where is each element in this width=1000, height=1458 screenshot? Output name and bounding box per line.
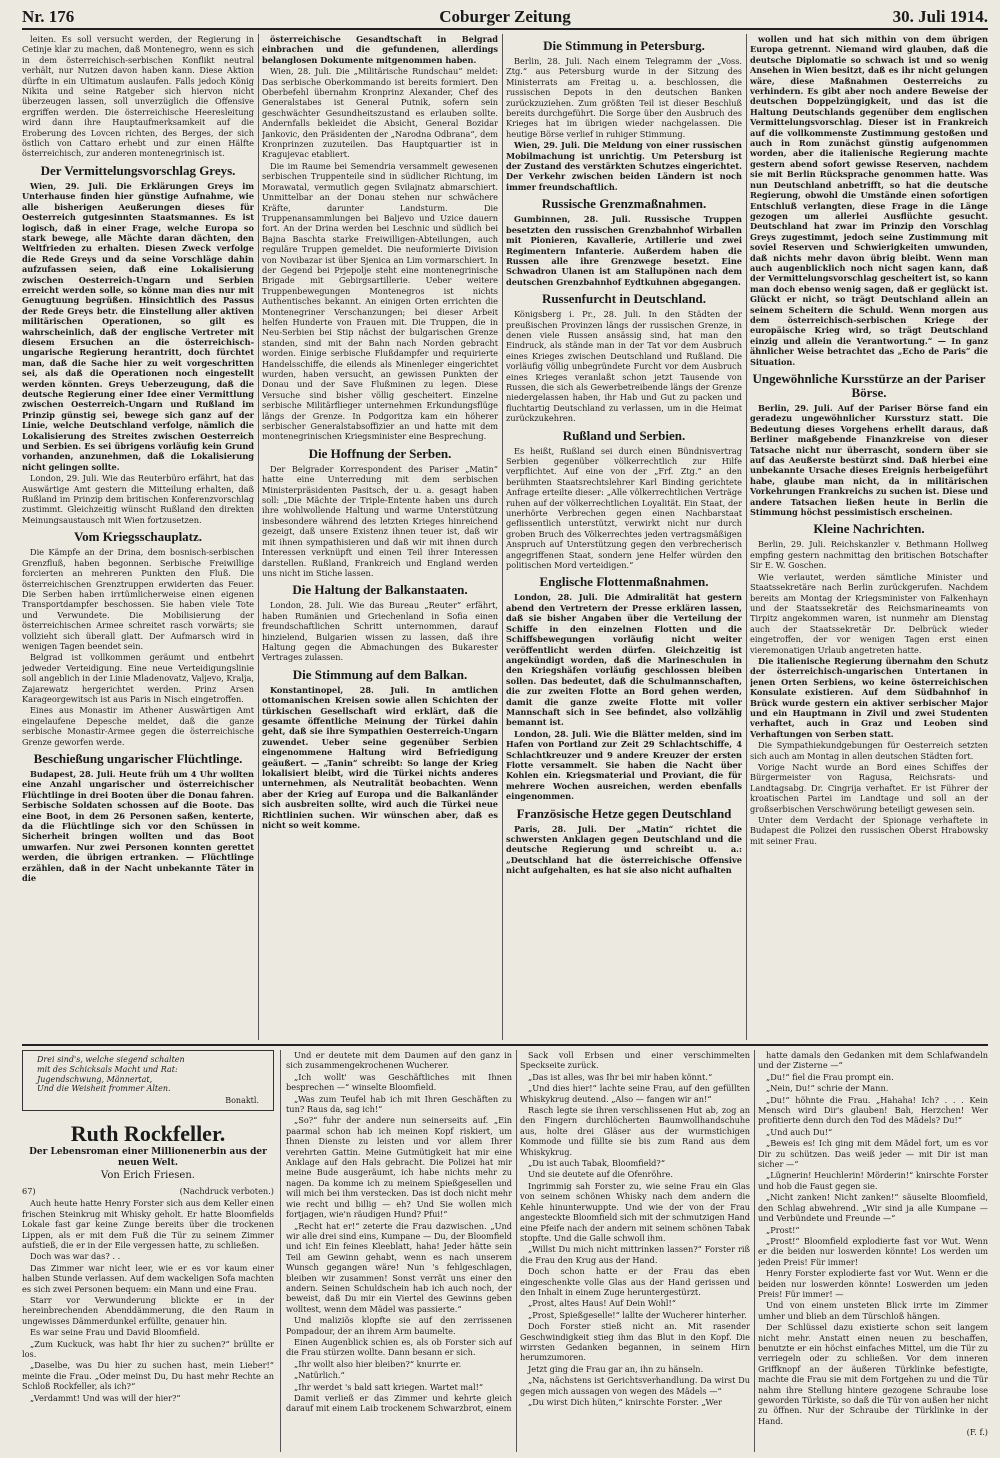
serial-paragraph: „Daselbe, was Du hier zu suchen hast, mein Lieber!“ meinte die Frau. „Oder meinst Du, Du hast mehr Rechte an Schloß Rockfeller, als ich?“ <box>22 1360 274 1392</box>
poem-line: mit des Schicksals Macht und Rat: <box>37 1064 178 1074</box>
paper-title: Coburger Zeitung <box>439 7 571 26</box>
serial-title: Ruth Rockfeller. <box>70 1120 226 1146</box>
news-column-3 <box>506 34 742 1040</box>
headline: Kleine Nachrichten. <box>813 521 925 537</box>
paragraph: Der Belgrader Korrespondent des Pariser „Matin“ hatte eine Unterredung mit dem serbischen Ministerpräsidenten Pasitsch, der u. a. gesagt haben soll: „Die Mächte der Triple-Entente haben uns durch ihre wohlwollende Haltung und warme Unterstützung insbesondere während des letzten Krieges hinreichend gezeigt, daß unsere Existenz ihnen teuer ist, daß wir mit ihnen sympathisieren und daß wir mit ihnen durch Interessen verknüpft und einen Teil ihrer Interessen darstellen. Rußland, Frankreich und England werden uns nicht im Stiche lassen. <box>262 463 498 578</box>
serial-paragraph: Und er deutete mit dem Daumen auf den ganz in sich zusammengekrochenen Wucherer. <box>286 1050 512 1071</box>
serial-number: 67) <box>22 1185 36 1196</box>
serial-author: Von Erich Friesen. <box>101 1169 195 1181</box>
serial-paragraph: Doch schon hatte er der Frau das eben eingeschenkte volle Glas aus der Hand gerissen und den Inhalt in einem Zuge heruntergestürzt. <box>520 1266 750 1297</box>
headline: Beschießung ungarischer Flüchtlinge. <box>33 751 243 766</box>
serial-paragraph: Es war seine Frau und David Bloomfield. <box>30 1327 200 1338</box>
paragraph: Wie verlautet, werden sämtliche Minister und Staatssekretäre nach Berlin zurückgerufen. Nachdem bereits am Montag der Kriegsminister von Falkenhayn und der Staatssekretär des Reichsmarineamts von Tirpitz angekommen waren, ist nunmehr am Dienstag auch der Staatssekretär Dr. Delbrück wieder eingetroffen, der vor wenigen Tagen erst einen vieremonatigen Urlaub angetreten hatte. <box>750 571 988 655</box>
paragraph: leiten. Es soll versucht werden, der Regierung in Cetinje klar zu machen, daß Montenegro, wenn es sich in dem österreichisch-serbischen Konflikt neutral verhält, nur Nutzen davon haben kann. Diese Aktion dürfte in ein Ultimatum auslaufen. Falls jedoch König Nikita und seine Ratgeber sich hiervon nicht überzeugen lassen, soll unverzüglich die Offensive ergriffen werden. Die österreichische Heeresleitung wird dann ihre Hauptaufmerksamkeit auf die Eroberung des Lovcen richten, des Berges, der sich östlich von Cattaro erhebt und zur einen Hälfte österreichisch, zur anderen montenegrinisch ist. <box>22 34 254 159</box>
serial-paragraph: „Ihr wollt also hier bleiben?“ knurrte er. <box>294 1358 462 1369</box>
headline: Die Haltung der Balkanstaaten. <box>292 582 468 598</box>
serial-paragraph: „Zum Kuckuck, was habt Ihr hier zu suchen?“ brüllte er los. <box>22 1338 274 1360</box>
serial-paragraph: „Du!“ fiel die Frau prompt ein. <box>766 1071 894 1082</box>
news-column-1 <box>22 34 254 1040</box>
serial-paragraph: „Du ist auch Tabak, Bloomfield?“ <box>528 1158 666 1169</box>
serial-paragraph: Doch Forster stieß nicht an. Mit rasender Geschwindigkeit stieg ihm das Blut in den Kopf. Die wirrsten Gedanken begannen, in seinem Hirn herumzumoren. <box>520 1321 750 1363</box>
serial-column-1 <box>22 1050 274 1452</box>
paragraph: Unter dem Verdacht der Spionage verhaftete in Budapest die Polizei den russischen Oberst Hrabowsky mit seiner Frau. <box>750 815 988 846</box>
paragraph: London, 28. Juli. Wie die Blätter melden, sind im Hafen von Portland zur Zeit 29 Schlachtschiffe, 4 Schlachtkreuzer und 9 andere Kreuzer der ersten Flotte versammelt. Sie haben die Nacht über Kohlen ein. Kriegsmaterial und Proviant, die für mehrere Wochen ausreichen, werden ebenfalls eingenommen. <box>506 728 742 802</box>
paragraph: Belgrad ist vollkommen geräumt und entbehrt jedweder Verteidigung. Eine neue Verteidigungslinie soll angeblich in der Linie Mladenovatz, Valjevo, Kralja, Zajarewatz hergerichtet werden. Prinz Arsen Karageorgewitsch ist aus Paris in Nisch eingetroffen. <box>22 652 254 704</box>
serial-paragraph: Rasch legte sie ihren verschlissenen Hut ab, zog an den Fingern durchlöcherten Baumwollhandschuhe aus, holte drei Gläser aus der wurmstichigen Kommode und füllte sie bis zum Rand aus dem Whiskykrug. <box>520 1105 750 1157</box>
paragraph: Wien, 29. Juli. Die Meldung von einer russischen Mobilmachung ist unrichtig. Um Petersburg ist der Zustand des verstärkten Schutzes eingerichtet. Der Verkehr zwischen beiden Ländern ist noch immer freundschaftlich. <box>506 140 742 192</box>
feuilleton-divider <box>22 1044 988 1046</box>
paragraph: Berlin, 29. Juli. Auf der Pariser Börse fand ein geradezu ungewöhnlicher Kurssturz statt. Die Bedeutung dieses Vorgehens erhellt daraus, daß Berliner maßgebende Finanzkreise von dieser Tatsache nicht nur überrascht, sondern über sie auf das Aeußerste bestürzt sind. Daß hierbei eine unbekannte Ursache dieses Ereignis herbeigeführt habe, glaube man nicht, da in militärischen Vorkehrungen Frankreichs zu suchen ist. Diese und andere Tatsachen ließen heute in Berlin die Stimmung höchst pessimistisch erscheinen. <box>750 403 988 518</box>
paragraph: Königsberg i. Pr., 28. Juli. In den Städten der preußischen Provinzen längs der russischen Grenze, in denen viele Russen ansässig sind, hat man den Eindruck, als stände man in der Tat vor dem Ausbruch eines Krieges zwischen Deutschland und Rußland. Die vorläufig völlig unbegründete Furcht vor dem Ausbruch eines Krieges veranlaßt schon jetzt Tausende von Russen, die sich als Gewerbetreibende längs der Grenze niedergelassen haben, ihr Hab und Gut zu packen und fluchtartig Deutschland zu verlassen, um in die Heimat zurückzukehren. <box>506 309 742 424</box>
serial-paragraph: „Beweis es! Ich ging mit dem Mädel fort, um es vor Dir zu schützen. Das weiß jeder — mit Dir ist man sicher —“ <box>758 1138 988 1170</box>
serial-paragraph: „Prost, Spießgeselle!“ lallte der Wucherer hinterher. <box>528 1309 747 1320</box>
serial-paragraph: „Nein, Du!“ schrie der Mann. <box>766 1083 889 1094</box>
serial-paragraph: „Willst Du mich nicht mittrinken lassen?“ Forster riß die Frau den Krug aus der Hand. <box>520 1244 750 1265</box>
headline: Rußland und Serbien. <box>562 427 686 443</box>
serial-paragraph: „Recht hat er!“ zeterte die Frau dazwischen. „Und wir alle drei sind eins, Kumpane — Du, der Bloomfield und ich! Ein feines Kleeblatt, haha! Jeder hätte sein Teil am Gewinn gehabt, wenn es nach unserem Wunsch gegangen wäre! Nun 's fehlgeschlagen, bleiben wir zusammen! Sonst verrät uns einer den andern. Seinen Schuldschein hab ich auch noch, der beweist, daß Du mir ein Viertel des Gewinns geben wolltest, wenn dem Mädel was passierte.“ <box>286 1220 512 1314</box>
paragraph: London, 28. Juli. Wie das Bureau „Reuter“ erfährt, haben Rumänien und Griechenland in Sofia einen freundschaftlichen Schritt unternommen, darauf hinzielend, Bulgarien wissen zu lassen, daß ihre Haltung gegen die Abmachungen des Bukarester Vertrages zulassen. <box>262 600 498 663</box>
serial-paragraph: Und maliziös klopfte sie auf den zerrissenen Pompadour, der an ihrem Arm baumelte. <box>286 1315 512 1336</box>
paragraph: Eines aus Monastir im Athener Auswärtigen Amt eingelaufene Depesche meldet, daß die ganze serbische Monastir-Armee gegen die österreichische Grenze geworfen werde. <box>22 705 254 747</box>
paragraph: österreichische Gesandtschaft in Belgrad einbrachen und die gefundenen, allerdings belanglosen Dokumente mitgenommen haben. <box>262 34 498 65</box>
headline: Vom Kriegsschauplatz. <box>73 529 203 545</box>
paragraph: Berlin, 28. Juli. Nach einem Telegramm der „Voss. Ztg.“ aus Petersburg wurde in der Sitzung des Ministerrats am Freitag u. a. beschlossen, die russischen Depots in den deutschen Banken zurückzuziehen. Zum größten Teil ist dieser Beschluß bereits durchgeführt. Die Sorge über den Ausbruch des Krieges hat im übrigen wieder nachgelassen. Die heutige Börse verlief in ruhiger Stimmung. <box>506 56 742 139</box>
serial-paragraph: Doch was war das? . . <box>30 1251 121 1262</box>
poem-line: Und die Weisheit frommer Alten. <box>37 1084 171 1094</box>
serial-paragraph: „Und dies hier!“ lachte seine Frau, auf den gefüllten Whiskykrug deutend. „Also — fangen wir an!“ <box>520 1083 750 1104</box>
poem-box <box>22 1050 274 1111</box>
poem <box>23 1051 273 1110</box>
headline: Die Hoffnung der Serben. <box>308 445 452 461</box>
serial-paragraph: Ingrimmig sah Forster zu, wie seine Frau ein Glas von seinem schönen Whisky nach dem andern die Kehle hinunterwuppte. Und wie der von der Frau angesteckte Bloomfield sich mit der schmutzigen Hand eine Pfeife nach der andern mit seinem schönen Tabak stopfte. Und die Galle schwoll ihm. <box>520 1180 750 1243</box>
serial-paragraph: „Du!“ höhnte die Frau. „Hahaha! Ich? . . . Kein Mensch wird Dir's glauben! Bah, Herzchen! Wer profitierte denn durch den Tod des Mädels? Du!“ <box>758 1094 988 1126</box>
reprint-note: (Nachdruck verboten.) <box>179 1185 274 1196</box>
paragraph: Die italienische Regierung übernahm den Schutz der österreichisch-ungarischen Untertanen in jenen Orten Serbiens, wo keine österreichischen Konsulate existieren. Auf dem Südbahnhof in Brück wurde gestern ein aktiver serbischer Major und ein Hauptmann in Zivil und zwei Studenten verhaftet, auch in Graz und Leoben sind Verhaftungen von Serben statt. <box>750 655 988 739</box>
serial-paragraph: Damit verließ er das Zimmer und kehrte gleich darauf mit einem Laib trockenem Schwarzbrot, einem <box>286 1393 512 1414</box>
paragraph: Paris, 28. Juli. Der „Matin“ richtet die schwersten Anklagen gegen Deutschland und die deutsche Regierung und schreibt u. a.: „Deutschland hat die österreichische Offensive nicht aufgehalten, es hat sie also nicht aufhalten <box>506 823 742 876</box>
paragraph: Die im Raume bei Semendria versammelt gewesenen serbischen Truppenteile sind in südlicher Richtung, im Morawatal, vermutlich gegen Svilajnatz abmarschiert. Unmittelbar an der Donau stehen nur schwächere Kräfte, darunter Landsturm. Die Truppenansammlungen bei Baljevo und Uzice dauern fort. An der Drina werden bei Leschnic und südlich bei Bajna Baschta starke Freiwilligen-Abteilungen, auch reguläre Truppen gemeldet. Die neuformierte Division von Novibazar ist über Sjenica an Lim vormarschiert. In der Gegend bei Prjepolje steht eine montenegrinische Brigade mit Gebirgsartillerie. Ueber weitere Truppenbewegungen Montenegros ist nichts Authentisches bekannt. An einigen Orten errichten die Montenegriner Verschanzungen; bei dieser Arbeit helfen Hunderte von Frauen mit. Die Truppen, die in Neu-Serbien bei Stip nächst der bulgarischen Grenze standen, sind mit der Bahn nach Norden gebracht worden. Einige serbische Flußdampfer und requirierte Handelsschiffe, die eilends als Minenleger eingerichtet wurden, haben versucht, an gewissen Punkten der Donau und der Save Flußminen zu legen. Diese Versuche sind bisher völlig gescheitert. Einzelne serbische Militärflieger unternehmen Erkundungsflüge längs der Grenze. In Podgoritza kam ein höherer serbischer Generalstabsoffizier an und hatte mit dem montenegrinischen Kriegsminister eine Besprechung. <box>262 160 498 442</box>
poem-line: Drei sind's, welche siegend schalten <box>37 1055 185 1064</box>
serial-paragraph: Einen Augenblick schien es, als ob Forster sich auf die Frau stürzen wollte. Dann besann er sich. <box>286 1336 512 1358</box>
serial-paragraph: Henry Forster explodierte fast vor Wut. Wenn er die beiden nur loswerden könnte! Loswerden um jeden Preis! Für immer! — <box>758 1268 988 1299</box>
serial-paragraph: Jetzt ging die Frau gar an, ihn zu hänseln. <box>528 1363 704 1374</box>
headline: Die Stimmung auf dem Balkan. <box>292 666 468 682</box>
headline: Englische Flottenmaßnahmen. <box>539 574 709 590</box>
serial-paragraph: Sack voll Erbsen und einer verschimmelten Speckseite zurück. <box>520 1050 750 1071</box>
serial-paragraph: „Das ist alles, was Ihr bei mir haben könnt.“ <box>528 1071 713 1082</box>
serial-paragraph: „Lügnerin! Heuchlerin! Mörderin!“ knirschte Forster und hob die Faust gegen sie. <box>758 1170 988 1191</box>
paragraph: Wien, 29. Juli. Die Erklärungen Greys im Unterhause finden hier günstige Aufnahme, wie alle bisherigen Aeußerungen dieses für Oesterreich gutgesinnten Staatsmannes. Es ist logisch, daß in einer Frage, welche Europa so stark bewege, alle Mächte daran dächten, den Weltfrieden zu erhalten. Diesen Zweck verfolge die Rede Greys und da seine Vorschläge dahin aufzufassen seien, daß eine Lokalisierung zwischen Oesterreich-Ungarn und Serbien erreicht werden solle, so könne man dies nur mit Genugtuung begrüßen. Hinsichtlich des Passus der Rede Greys betr. die Einstellung aller aktiven militärischen Operationen, so gilt es wahrscheinlich, daß der englische Vertreter mit diesem Ersuchen an die österreichisch-ungarische Regierung herantritt, doch fürchtet man, daß die Sache hier zu weit vorgeschritten sei, als daß die Operationen noch eingestellt werden könnten. Greys Ueberzeugung, daß die deutsche Regierung einer Idee einer Vermittlung zwischen Oesterreich-Ungarn und Rußland im Prinzip günstig sei, bewege sich ganz auf der Linie, welche Deutschland verfolge, nämlich die Lokalisierung des Streites zwischen Oesterreich und Serbien. Es sei übrigens vorläufig kein Grund vorhanden, anzunehmen, daß die Lokalisierung nicht gelingen sollte. <box>22 180 254 472</box>
serial-paragraph: „Du wirst Dich hüten,“ knirschte Forster. „Wer <box>528 1397 722 1407</box>
paragraph: Die Kämpfe an der Drina, dem bosnisch-serbischen Grenzfluß, haben begonnen. Serbische Freiwillige forcierten an mehreren Punkten den Fluß. Die österreichischen Grenztruppen erwiderten das Feuer. Die Serben haben irrtümlicherweise einen eigenen Transportdampfer beschossen. Sie haben viele Tote und Verwundete. Die Mobilisierung der österreichischen Armee schreitet rasch vorwärts; sie vollzieht sich überall glatt. Der Aufmarsch wird in wenigen Tagen beendet sein. <box>22 547 254 651</box>
poem-author: Bonaktl. <box>225 1096 259 1106</box>
poem-line: Jugendschwung, Männertat, <box>37 1074 153 1084</box>
paragraph: Wien, 28. Juli. Die „Militärische Rundschau“ meldet: Das serbische Oberkommando ist bereits formiert. Den Oberbefehl übernahm Kronprinz Alexander, Chef des Generalstabes ist General Putnik, sofern sein geschwächter Gesundheitszustand es erlauben sollte. Andernfalls bekleidet die Absicht, General Bozidar Jankovic, den Präsidenten der „Narodna Odbrana“, dem Kronprinzen zuzuteilen. Das Hauptquartier ist in Kragujevac etabliert. <box>262 66 498 160</box>
serial-paragraph: „Prost!“ Bloomfield explodierte fast vor Wut. Wenn er die beiden nur loswerden könnte! Los werden um jeden Preis! Für immer! <box>758 1235 988 1267</box>
serial-paragraph: „Verdammt! Und was will der hier?“ <box>30 1392 181 1403</box>
serial-subtitle: Der Lebensroman einer Millionenerbin aus der neuen Welt. <box>29 1146 267 1168</box>
paragraph: wollen und hat sich mithin von dem übrigen Europa getrennt. Niemand wird glauben, daß die deutsche Diplomatie so schwach ist und so wenig Ansehen in Wien besitzt, daß es ihr nicht gelungen wäre, diese Maßnahmen Oesterreichs zu verhindern. Es gibt aber noch andere Beweise der deutschen Doppelzüngigkeit, und das ist die Haltung Deutschlands gegenüber dem englischen Vermittelungsvorschlag. Dieser ist in Frankreich auf die vollkommenste Zustimmung gestoßen und auch in Rom zunächst günstig aufgenommen worden, aber die italienische Regierung machte gestern abend sofort gewisse Reserven, nachdem sie mit Berlin Rücksprache genommen hatte. Was nun Deutschland anbetrifft, so hat die deutsche Regierung, obwohl die Umstände einen sofortigen Entschluß verlangten, diese Frage in die Länge gezogen um allerlei Ausflüchte gesucht. Deutschland hat zwar im Prinzip den Vorschlag Greys zugestimmt, jedoch seine Zustimmung mit soviel Reserven und Schwierigkeiten umwunden, daß nichts mehr davon übrig bleibt. Wenn man auch augenblicklich noch nicht sagen kann, daß der Vermittelungsvorschlag gescheitert ist, so kann man doch ebenso wenig sagen, daß er geglückt ist. Glückt er nicht, so trägt Deutschland allein an seinem Scheitern die Schuld. Wenn morgen aus dem österreichisch-serbischen Kriege der europäische Krieg wird, so trägt Deutschland einzig und allein die Verantwortung.“ — In ganz ähnlicher Weise betrachtet das „Echo de Paris“ die Situation. <box>750 34 988 367</box>
paragraph: Gumbinnen, 28. Juli. Russische Truppen besetzten den russischen Grenzbahnhof Wirballen mit Pionieren, Kavallerie, Artillerie und zwei Regimentern Infanterie. Außerdem haben die Russen alle ihre Grenzwege besetzt. Eine Schwadron Ulanen ist am Stallupönen nach dem deutschen Grenzbahnhof Eydtkuhnen abgegangen. <box>506 214 742 287</box>
serial-paragraph: „Natürlich.“ <box>294 1370 345 1381</box>
serial-paragraph: „Prost, altes Haus! Auf Dein Wohl!“ <box>528 1298 676 1309</box>
paragraph: Die Sympathiekundgebungen für Oesterreich setzten sich auch am Montag in allen deutschen Städten fort. <box>750 740 988 761</box>
headline: Die Stimmung in Petersburg. <box>543 38 705 53</box>
serial-column-2 <box>286 1050 512 1452</box>
headline: Französische Hetze gegen Deutschland <box>516 805 732 821</box>
paragraph: Berlin, 29. Juli. Reichskanzler v. Bethmann Hollweg empfing gestern nachmittag den britischen Botschafter Sir E. W. Goschen. <box>750 539 988 571</box>
serial-continued: (F. f.) <box>966 1427 988 1438</box>
masthead <box>22 6 988 30</box>
serial-paragraph: „Und auch Du!“ <box>766 1126 833 1137</box>
serial-paragraph: Starr vor Verwunderung blickte er in der hereinbrechenden Abenddämmerung, die den Raum in ungewisses Dämmerdunkel erfüllte, genauer hin. <box>22 1295 274 1326</box>
serial-paragraph: Das Zimmer war nicht leer, wie er es vor kaum einer halben Stunde verlassen. Auf dem wackeligen Sofa machten es sich zwei Personen bequem: ein Mann und eine Frau. <box>22 1262 274 1294</box>
serial-paragraph: „Prost!“ <box>766 1224 800 1235</box>
paragraph: Vorige Nacht wurde an Bord eines Schiffes der Bürgermeister von Ragusa, Reichsrats- und Landtagsabg. Dr. Cingrija verhaftet. Er ist Führer der kroatischen Partei im Landtage und soll an der großserbischen Verschwörung beteiligt gewesen sein. <box>750 762 988 814</box>
serial-column-4 <box>758 1050 988 1452</box>
paragraph: Es heißt, Rußland sei durch einen Bündnisvertrag Serbien gegenüber völkerrechtlich zur Hilfe verpflichtet. Auf eine von der „Frf. Ztg.“ an den berühmten Staatsrechtslehrer Karl Binding gerichtete Anfrage erteilte dieser: „Alle völkerrechtlichen Verträge ruhen auf der völkerrechtlichen Loyalität. Ein Staat, der unerhörte Verbrechen gegen einen Nachbarstaat geflissentlich unterstützt, verwirkt nicht nur durch groben Bruch des Völkerrechtes jeden vertragsmäßigen Anspruch auf Unterstützung gegen den verbrecherisch angegriffenen Staat, sondern jene Helfer würden den politischen Mord verteidigen.“ <box>506 445 742 571</box>
paragraph: Budapest, 28. Juli. Heute früh um 4 Uhr wollten eine Anzahl ungarischer und österreichischer Flüchtlinge in drei Booten über die Donau fahren. Serbische Soldaten schossen auf die Boote. Das eine Boot, in dem 26 Personen saßen, kenterte, da die Flüchtlinge sich vor den Schüssen in Sicherheit bringen wollten und das Boot umwarfen. Nur zwei Personen konnten gerettet werden, die übrigen ertranken. — Flüchtlinge erzählen, daß in der Nacht unbekannte Täter in die <box>22 769 254 884</box>
serial-paragraph: „Na, nächstens ist Gerichtsverhandlung. Da wirst Du gegen mich aussagen von wegen des Mädels —“ <box>520 1375 750 1396</box>
serial-paragraph: Und sie deutete auf die Ofenröhre. <box>528 1169 673 1180</box>
news-column-2 <box>262 34 498 1040</box>
serial-paragraph: „So?“ fuhr der andere nun seinerseits auf. „Ein paarmal schon hab ich meinen Kopf riskiert, um Ihnen Dienste zu leisten und vor allem Ihrer verehrten Gattin. Meine Gutmütigkeit hat mir eine Anklage auf den Hals gebracht. Die Polizei hat mir meine Bude ausgeräumt, ich habe nichts mehr zu nagen. Da komme ich zu meinem Spießgesellen und will mich bei ihm verstecken. Das ist doch nicht mehr wie recht und billig — eh? Und Sie wollen mich fortjagen, wie'n räudigen Hund? Pfui!“ <box>286 1115 512 1220</box>
serial-paragraph: „Ihr werdet 's bald satt kriegen. Wartet mal!“ <box>294 1381 484 1392</box>
serial-paragraph: Der Schlüssel dazu existierte schon seit langem nicht mehr. Anstatt einen neuen zu beschaffen, benutzte er ein höchst einfaches Mittel, um die Tür zu verriegeln oder zu schließen. Vor dem inneren Griffknopf an der äußeren Türklinke befestigte, machte die Frau sie mit dem Fortgehen zu und die Tür nahm ihre Stellung hintere gezogene Schraube lose geworden Türkiste, so daß die Tür von außen her nicht zu öffnen. Nur der Schraube der Türklinke in der Hand. <box>758 1322 988 1426</box>
headline: Der Vermittelungsvorschlag Greys. <box>40 162 236 178</box>
serial-paragraph: hatte damals den Gedanken mit dem Schlafwandeln und der Zisterne —“ <box>758 1050 988 1071</box>
paragraph: London, 28. Juli. Die Admiralität hat gestern abend den Vertretern der Presse erklären lassen, daß sie bisher Angaben über die Verteilung der Schiffe in den einzelnen Flotten und die Schiffsbewegungen vorläufig nicht weiter veröffentlicht werden dürfen. Gleichzeitig ist angekündigt worden, daß die Marineschulen in den Kriegshäfen vorläufig geschlossen bleiben sollen. Das bedeutet, daß die Schulmannschaften, die zur zweiten Flotte an Bord gehen werden, damit die ganze zweite Flotte mit voller Mannschaft sich in See befindet, also vollzählig bemannt ist. <box>506 592 742 728</box>
headline: Russische Grenzmaßnahmen. <box>541 196 707 212</box>
news-column-4 <box>750 34 988 1040</box>
headline: Russenfurcht in Deutschland. <box>541 291 707 307</box>
serial-paragraph: „Was zum Teufel hab ich mit Ihren Geschäften zu tun? Raus da, sag ich!“ <box>286 1093 512 1115</box>
issue-date: 30. Juli 1914. <box>892 7 988 26</box>
paragraph: London, 29. Juli. Wie das Reuterbüro erfährt, hat das Auswärtige Amt gestern die Mitteilung erhalten, daß Rußland im Prinzip dem britischen Konferenzvorschlag zustimmt. Gleichzeitig wünscht Rußland den direkten Meinungsaustausch mit Wien fortzusetzen. <box>22 473 254 525</box>
paragraph: Konstantinopel, 28. Juli. In amtlichen ottomanischen Kreisen sowie allen Schichten der türkischen Gesellschaft wird erklärt, daß die gesamte öffentliche Meinung der Türkei dahin geht, daß sie ihre Sympathien Oesterreich-Ungarn zuwendet. Ueber seine gegenüber Serbien eingenommene Haltung wird Befriedigung geäußert. — „Tanin“ schreibt: So lange der Krieg lokalisiert bleibt, wird die Türkei nichts anderes unternehmen, als Neutralität beobachten. Wenn aber der Krieg auf Europa und die Balkanländer sich ausbreiten sollte, wird auch die Türkei neue Richtlinien suchen. Wir wünschen aber, daß es nicht so weit komme. <box>262 684 498 831</box>
issue-number: Nr. 176 <box>22 7 75 26</box>
serial-paragraph: „Ich wollt' was Geschäftliches mit Ihnen besprechen —“ winselte Bloomfield. <box>286 1071 512 1093</box>
serial-paragraph: „Nicht zanken! Nicht zanken!“ säuselte Bloomfield, den Schlag abwehrend. „Wir sind ja alle Kumpane — und Verbündete und Freunde —“ <box>758 1192 988 1224</box>
serial-paragraph: Und von einem unsteten Blick irrte im Zimmer umher und blieb an dem Türschloß hängen. <box>758 1300 988 1321</box>
headline: Ungewöhnliche Kursstürze an der Pariser Börse. <box>752 371 986 400</box>
serial-column-3 <box>520 1050 750 1452</box>
serial-paragraph: Auch heute hatte Henry Forster sich aus dem Keller einen frischen Steinkrug mit Whisky geholt. Er hatte Bloomfields Lokale fast gar keine Zunge bereits über die trockenen Lippen, als er mit dem Fuß die Tür zu seinem Zimmer aufstieß, die er in der Eile vergessen hatte, zu schließen. <box>22 1198 274 1251</box>
